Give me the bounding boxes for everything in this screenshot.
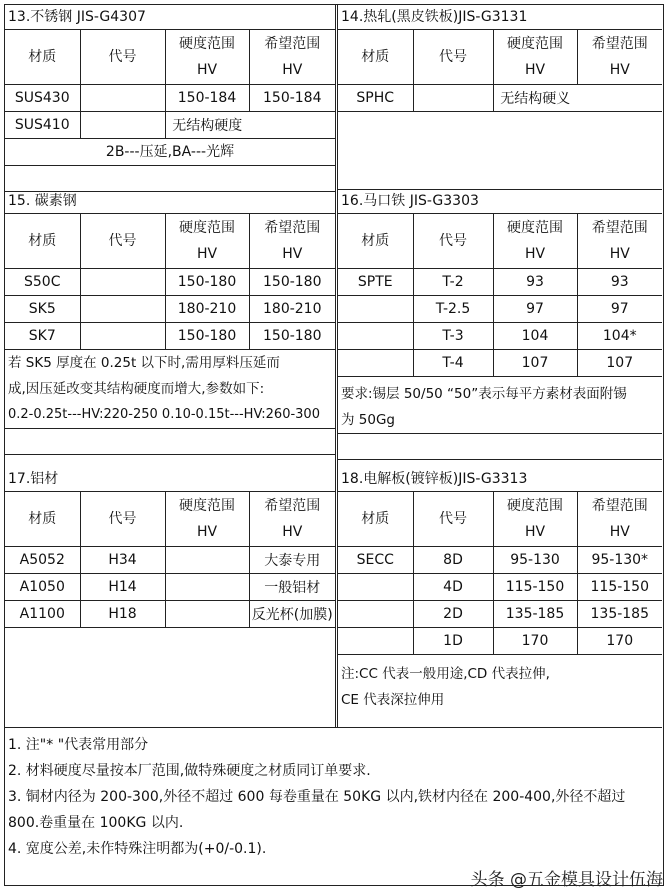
table-row	[338, 628, 662, 655]
hardness-table	[338, 214, 662, 377]
cell: A1050	[5, 574, 80, 601]
cell: T-2	[413, 269, 493, 296]
table-row	[5, 85, 335, 112]
cell: 95-130*	[577, 547, 662, 574]
table-row	[338, 601, 662, 628]
cell: 无结构硬义	[493, 85, 577, 112]
cell: 107	[493, 350, 577, 377]
col-material: 材质	[5, 492, 80, 547]
cell: H34	[80, 547, 165, 574]
col-hardness: 硬度范围 HV	[493, 214, 577, 269]
table-row	[5, 547, 335, 574]
cell	[249, 112, 335, 139]
hardness-table	[5, 492, 335, 628]
table-row	[5, 601, 335, 628]
cell: 150-180	[249, 269, 335, 296]
hardness-table	[5, 30, 335, 139]
table-row	[5, 269, 335, 296]
cell: 1D	[413, 628, 493, 655]
cell: 93	[493, 269, 577, 296]
cell: T-3	[413, 323, 493, 350]
cell	[80, 112, 165, 139]
cell: 93	[577, 269, 662, 296]
table-row	[5, 574, 335, 601]
col-material: 材质	[338, 30, 413, 85]
cell: 170	[577, 628, 662, 655]
table-row	[5, 112, 335, 139]
col-code: 代号	[413, 492, 493, 547]
table-row	[338, 323, 662, 350]
cell	[165, 601, 249, 628]
col-hardness: 硬度范围 HV	[493, 30, 577, 85]
cell: 150-180	[249, 323, 335, 350]
col-desired: 希望范围 HV	[249, 30, 335, 85]
cell: 无结构硬度	[165, 112, 249, 139]
cell: 115-150	[493, 574, 577, 601]
section-14	[338, 5, 662, 190]
cell	[80, 296, 165, 323]
section-note: 0.2-0.25t---HV:220-250 0.10-0.15t---HV:260-300	[5, 402, 335, 429]
section-13	[5, 5, 335, 192]
blank-row	[338, 112, 662, 190]
cell: 150-180	[165, 323, 249, 350]
cell: 150-180	[165, 269, 249, 296]
section-17	[5, 467, 335, 628]
cell: A1100	[5, 601, 80, 628]
col-code: 代号	[413, 30, 493, 85]
section-16	[338, 189, 662, 460]
section-title: 17.铝材	[5, 467, 335, 492]
footer-note: 3. 铜材内径为 200-300,外径不超过 600 每卷重量在 50KG 以内,铁材内径在 200-400,外径不超过 800.卷重量在 100KG 以内.	[8, 789, 626, 831]
section-note: 注:CC 代表一般用途,CD 代表拉伸,	[341, 666, 550, 682]
cell: SPHC	[338, 85, 413, 112]
cell: 135-185	[577, 601, 662, 628]
section-note: 2B---压延,BA---光辉	[5, 139, 335, 166]
cell: 115-150	[577, 574, 662, 601]
hardness-table	[338, 30, 662, 112]
cell	[80, 323, 165, 350]
table-header	[338, 214, 662, 269]
blank-row	[338, 434, 662, 460]
cell: SK5	[5, 296, 80, 323]
cell: 107	[577, 350, 662, 377]
cell: 反光杯(加膜)	[249, 601, 335, 628]
cell: SUS410	[5, 112, 80, 139]
cell	[338, 296, 413, 323]
cell: 大泰专用	[249, 547, 335, 574]
col-code: 代号	[80, 214, 165, 269]
cell	[338, 601, 413, 628]
section-note: 若 SK5 厚度在 0.25t 以下时,需用厚料压延而	[8, 355, 280, 371]
cell	[413, 85, 493, 112]
table-row	[338, 296, 662, 323]
col-code: 代号	[413, 214, 493, 269]
cell	[338, 350, 413, 377]
footer-note: 4. 宽度公差,未作特殊注明都为(+0/-0.1).	[8, 841, 267, 857]
hardness-table	[338, 492, 662, 655]
cell: 4D	[413, 574, 493, 601]
col-hardness: 硬度范围 HV	[165, 214, 249, 269]
cell: SPTE	[338, 269, 413, 296]
table-header	[5, 492, 335, 547]
col-material: 材质	[338, 214, 413, 269]
section-note: 成,因压延改变其结构硬度而增大,参数如下:	[8, 381, 265, 397]
table-header	[5, 30, 335, 85]
col-hardness: 硬度范围 HV	[493, 492, 577, 547]
col-material: 材质	[5, 30, 80, 85]
cell	[338, 574, 413, 601]
cell: 135-185	[493, 601, 577, 628]
cell: T-2.5	[413, 296, 493, 323]
table-row	[5, 296, 335, 323]
cell: 104	[493, 323, 577, 350]
cell: 150-184	[249, 85, 335, 112]
col-desired: 希望范围 HV	[577, 30, 662, 85]
cell: S50C	[5, 269, 80, 296]
section-18	[338, 467, 662, 713]
col-material: 材质	[338, 492, 413, 547]
cell	[338, 323, 413, 350]
col-code: 代号	[80, 492, 165, 547]
cell	[338, 628, 413, 655]
section-note: CE 代表深拉伸用	[341, 692, 445, 708]
footer-notes	[5, 727, 662, 862]
hardness-table	[5, 214, 335, 350]
col-desired: 希望范围 HV	[249, 214, 335, 269]
cell	[80, 269, 165, 296]
blank-row	[5, 429, 335, 455]
spec-sheet	[4, 4, 664, 886]
cell: A5052	[5, 547, 80, 574]
cell	[80, 85, 165, 112]
cell: T-4	[413, 350, 493, 377]
section-title: 16.马口铁 JIS-G3303	[338, 189, 662, 214]
section-title: 18.电解板(镀锌板)JIS-G3313	[338, 467, 662, 492]
table-row	[338, 269, 662, 296]
cell: 97	[493, 296, 577, 323]
cell	[577, 85, 662, 112]
col-hardness: 硬度范围 HV	[165, 30, 249, 85]
table-row	[5, 323, 335, 350]
cell: 104*	[577, 323, 662, 350]
cell: H14	[80, 574, 165, 601]
section-title: 15. 碳素钢	[5, 189, 335, 214]
cell: 一般铝材	[249, 574, 335, 601]
cell: SECC	[338, 547, 413, 574]
col-desired: 希望范围 HV	[577, 214, 662, 269]
footer-note: 2. 材料硬度尽量按本厂范围,做特殊硬度之材质同订单要求.	[8, 763, 371, 779]
table-row	[338, 574, 662, 601]
cell: 2D	[413, 601, 493, 628]
cell: SUS430	[5, 85, 80, 112]
cell	[165, 574, 249, 601]
section-title: 14.热轧(黑皮铁板)JIS-G3131	[338, 5, 662, 30]
cell: 95-130	[493, 547, 577, 574]
cell: SK7	[5, 323, 80, 350]
table-header	[5, 214, 335, 269]
section-note: 为 50Gg	[338, 407, 662, 434]
cell: 8D	[413, 547, 493, 574]
cell: 180-210	[249, 296, 335, 323]
col-desired: 希望范围 HV	[249, 492, 335, 547]
cell: H18	[80, 601, 165, 628]
watermark: 头条 @五金模具设计伍海	[470, 870, 663, 890]
table-row	[338, 350, 662, 377]
table-row	[338, 85, 662, 112]
cell: 150-184	[165, 85, 249, 112]
cell: 180-210	[165, 296, 249, 323]
footer-note: 1. 注"* "代表常用部分	[8, 737, 149, 753]
section-note: 要求:锡层 50/50 “50”表示每平方素材表面附锡	[341, 386, 627, 402]
col-code: 代号	[80, 30, 165, 85]
table-header	[338, 30, 662, 85]
table-header	[338, 492, 662, 547]
col-hardness: 硬度范围 HV	[165, 492, 249, 547]
cell	[165, 547, 249, 574]
col-material: 材质	[5, 214, 80, 269]
table-row	[338, 547, 662, 574]
section-15	[5, 189, 335, 455]
col-desired: 希望范围 HV	[577, 492, 662, 547]
cell: 170	[493, 628, 577, 655]
section-title: 13.不锈钢 JIS-G4307	[5, 5, 335, 30]
cell: 97	[577, 296, 662, 323]
